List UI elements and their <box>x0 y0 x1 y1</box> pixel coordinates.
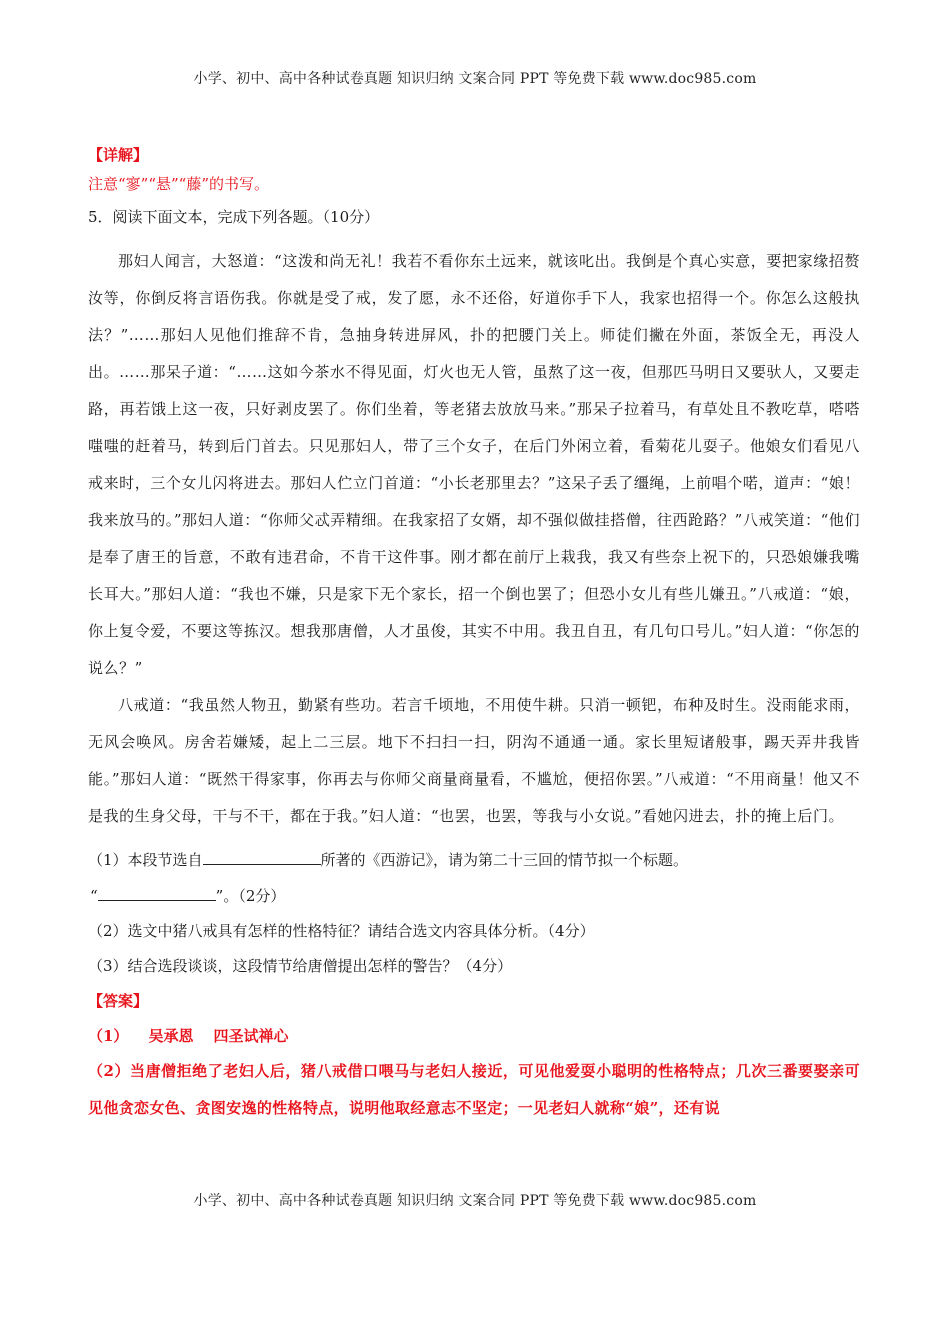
sub-question-1-suffix: 所著的《西游记》，请为第二十三回的情节拟一个标题。 <box>320 851 689 869</box>
answer-2: （2）当唐僧拒绝了老妇人后，猪八戒借口喂马与老妇人接近，可见他爱耍小聪明的性格特点；几次三番要娶亲可见他贪恋女色、贪图安逸的性格特点，说明他取经意志不坚定；一见老妇人就称“娘”，还有说 <box>88 1062 860 1117</box>
close-quote-score: ”。（2分） <box>215 887 286 905</box>
answer-1-author: 吴承恩 <box>148 1027 194 1045</box>
open-quote: “ <box>90 887 98 905</box>
passage-paragraph-2: 八戒道：“我虽然人物丑，勤紧有些功。若言千顷地，不用使牛耕。只消一顿钯，布种及时生。没雨能求雨，无风会唤风。房舍若嫌矮，起上二三层。地下不扫扫一扫，阴沟不通通一通。家长里短诸般事，踢天弄井我皆能。”那妇人道：“既然干得家事，你再去与你师父商量商量看，不尴尬，便招你罢。”八戒道：“不用商量！他又不是我的生身父母，干与不干，都在于我。”妇人道：“也罢，也罢，等我与小女说。”看她闪进去，扑的掩上后门。 <box>88 696 860 825</box>
sub-question-1-prefix: （1）本段节选自 <box>88 851 203 869</box>
sub-question-1-title-line <box>88 885 860 907</box>
passage-paragraph-1: 那妇人闻言，大怒道：“这泼和尚无礼！我若不看你东土远来，就该叱出。我倒是个真心实意，要把家缘招赘汝等，你倒反将言语伤我。你就是受了戒，发了愿，永不还俗，好道你手下人，我家也招得一个。你怎么这般执法？”……那妇人见他们推辞不肯，急抽身转进屏风，扑的把腰门关上。师徒们撇在外面，茶饭全无，再没人出。……那呆子道：“……这如今茶水不得见面，灯火也无人管，虽熬了这一夜，但那匹马明日又要驮人，又要走路，再若饿上这一夜，只好剥皮罢了。你们坐着，等老猪去放放马来。”那呆子拉着马，有草处且不教吃草，嗒嗒嗤嗤的赶着马，转到后门首去。只见那妇人，带了三个女子，在后门外闲立着，看菊花儿耍子。他娘女们看见八戒来时，三个女儿闪将进去。那妇人伫立门首道：“小长老那里去？”这呆子丢了缰绳，上前唱个喏，道声：“娘！我来放马的。”那妇人道：“你师父忒弄精细。在我家招了女婿，却不强似做挂搭僧，往西跄路？”八戒笑道：“他们是奉了唐王的旨意，不敢有违君命，不肯干这件事。刚才都在前厅上栽我，我又有些奈上祝下的，只恐娘嫌我嘴长耳大。”那妇人道：“我也不嫌，只是家下无个家长，招一个倒也罢了；但恐小女儿有些儿嫌丑。”八戒道：“娘，你上复令爱，不要这等拣汉。想我那唐僧，人才虽俊，其实不中用。我丑自丑，有几句口号儿。”妇人道：“你怎的说么？” <box>88 252 860 677</box>
detail-title: 【详解】 <box>88 146 149 164</box>
document-body <box>88 145 860 1127</box>
answer-1 <box>88 1026 860 1047</box>
answer-1-label: （1） <box>88 1027 129 1045</box>
page-header: 小学、初中、高中各种试卷真题 知识归纳 文案合同 PPT 等免费下载 www.doc985.com <box>193 71 757 87</box>
answer-blank-title <box>98 885 216 901</box>
page-footer: 小学、初中、高中各种试卷真题 知识归纳 文案合同 PPT 等免费下载 www.doc985.com <box>193 1193 757 1209</box>
answer-blank-author <box>203 849 321 865</box>
answer-title: 【答案】 <box>88 992 149 1010</box>
question-heading: 5．阅读下面文本，完成下列各题。（10分） <box>88 208 380 226</box>
detail-note: 注意“寥”“悬”“藤”的书写。 <box>88 175 270 193</box>
sub-question-2: （2）选文中猪八戒具有怎样的性格特征？请结合选文内容具体分析。（4分） <box>88 922 595 940</box>
sub-question-3: （3）结合选段谈谈，这段情节给唐僧提出怎样的警告？（4分） <box>88 957 513 975</box>
sub-question-1 <box>88 849 860 871</box>
answer-1-title: 四圣试禅心 <box>213 1027 289 1045</box>
